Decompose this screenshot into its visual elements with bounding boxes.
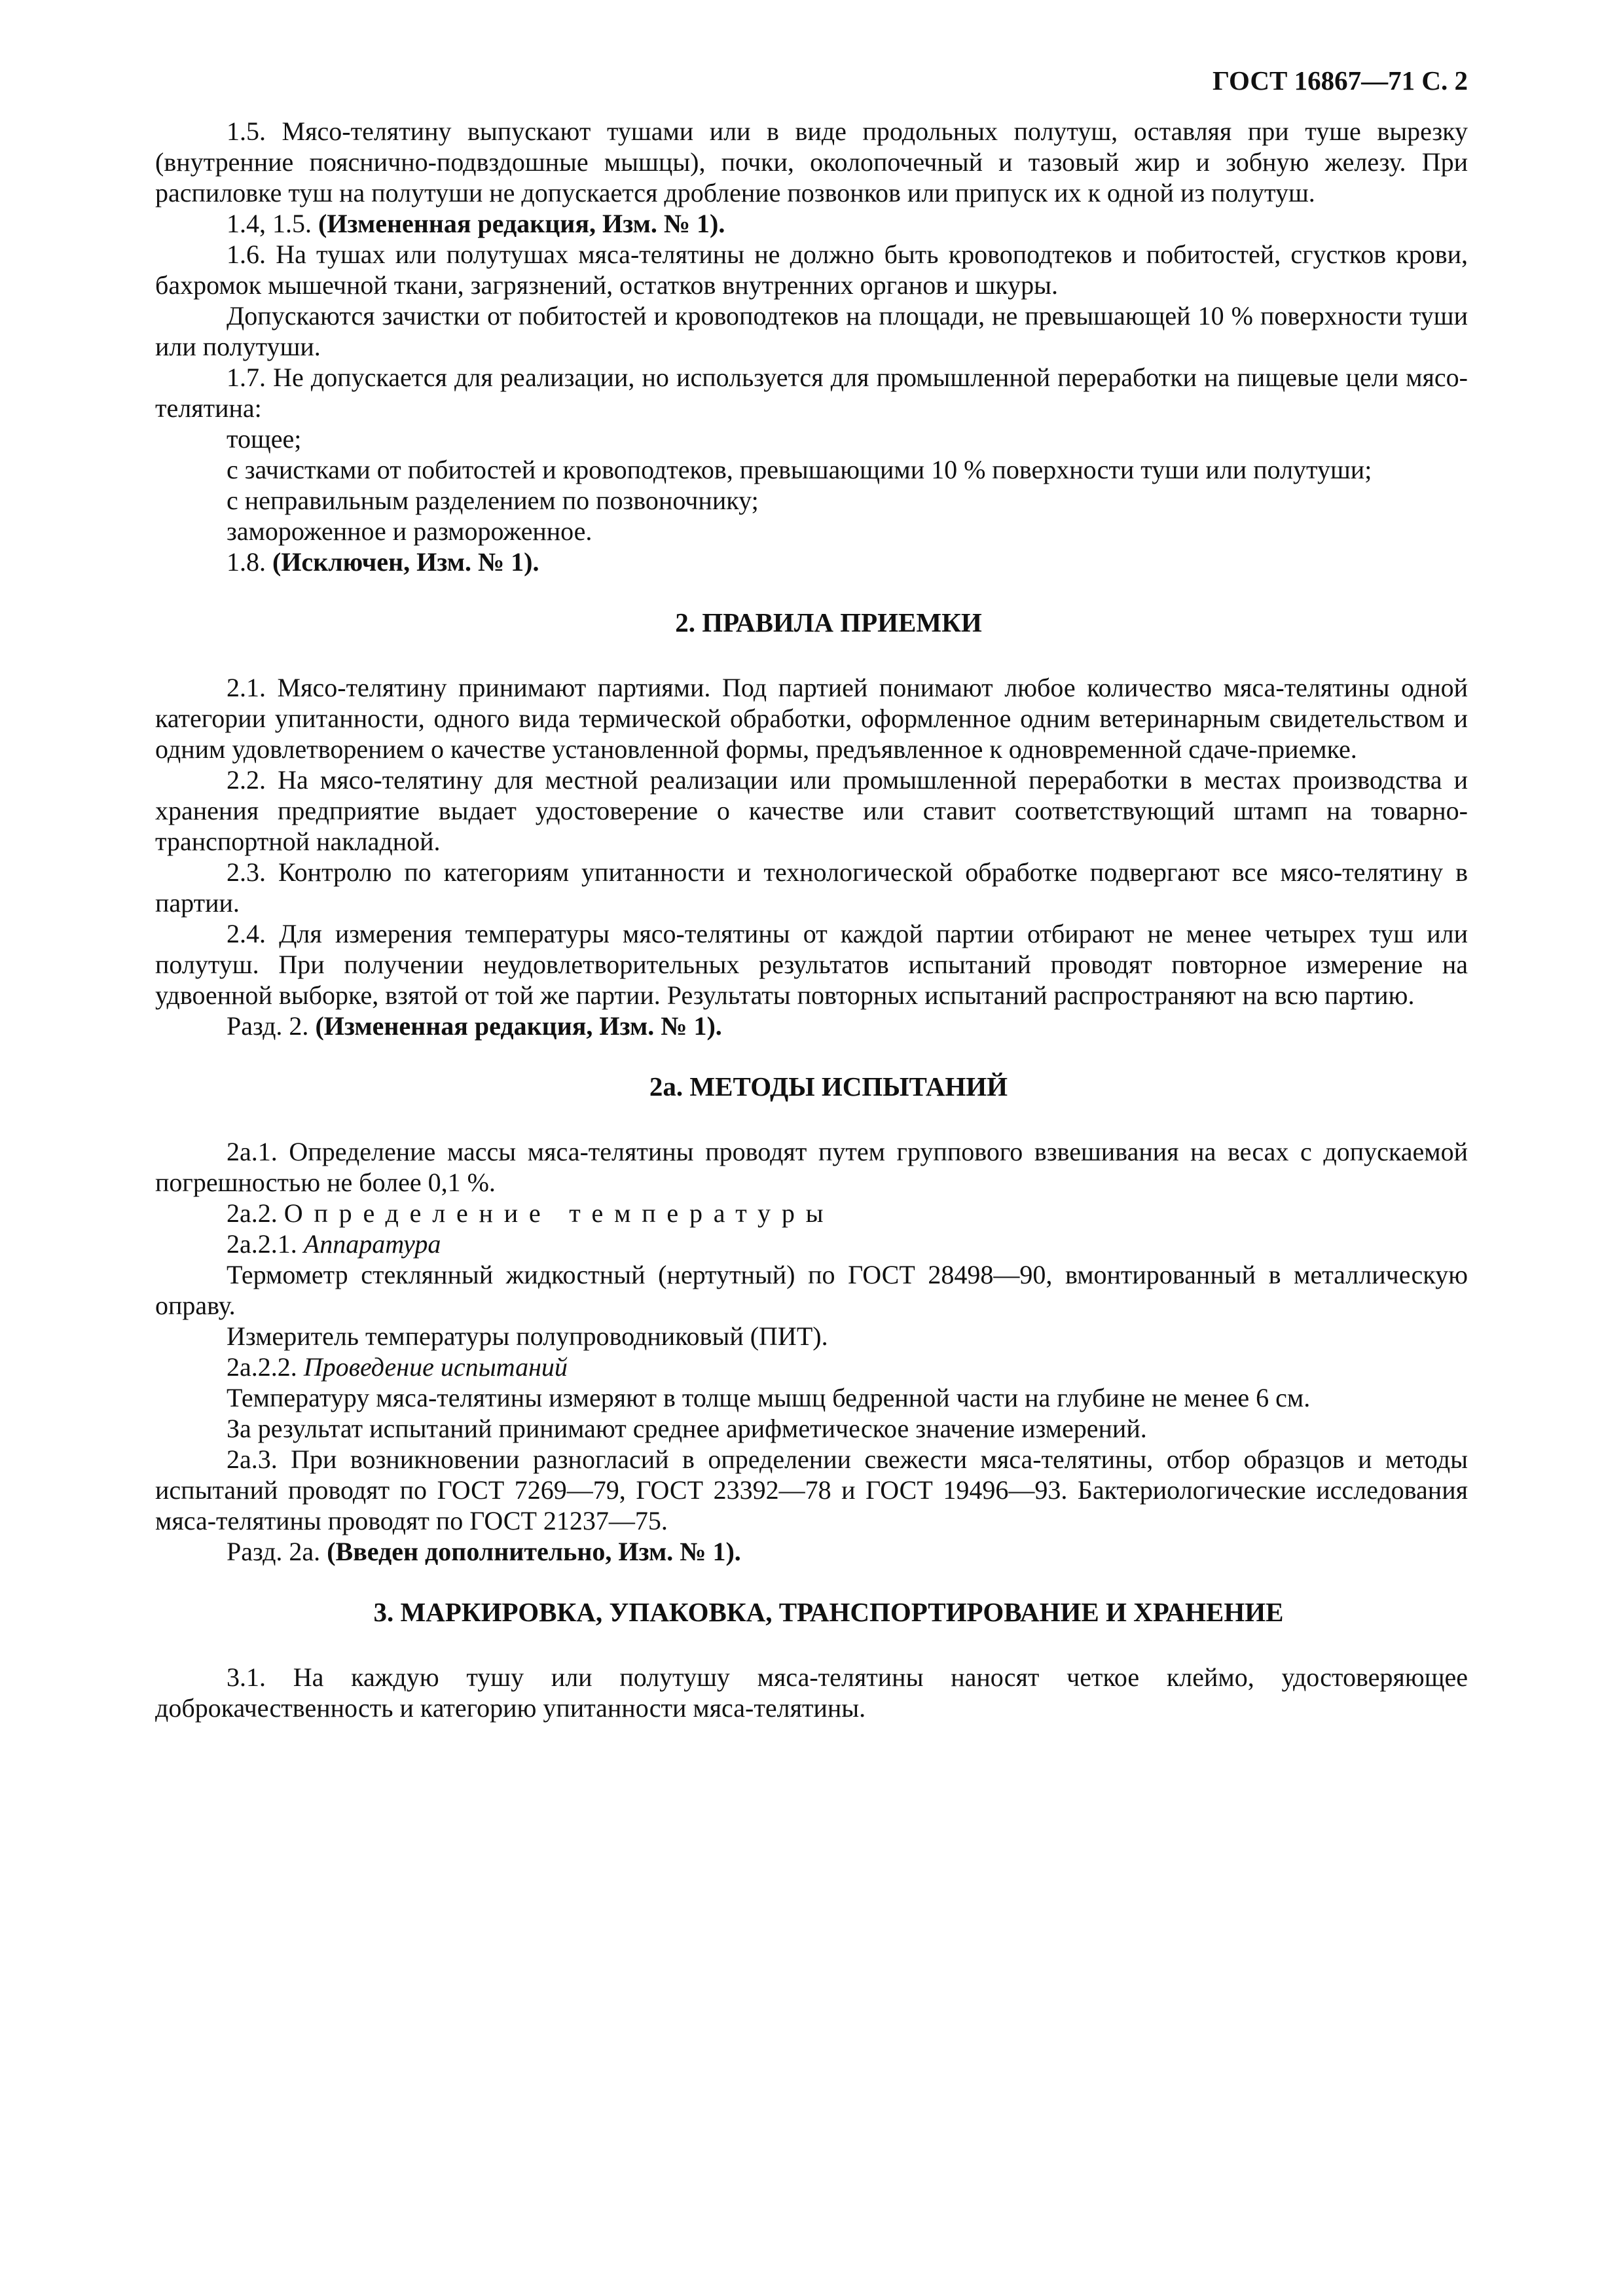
amendment-note-1-4-1-5: 1.4, 1.5. (Измененная редакция, Изм. № 1). [227, 209, 725, 238]
clause-1-6-permit: Допускаются зачистки от побитостей и кровоподтеков на площади, не превышающей 10 % поверхности туши или полутуши. [155, 301, 1468, 361]
clause-2a-2: 2а.2. Определение температуры [227, 1198, 835, 1228]
clause-1-5: 1.5. Мясо-телятину выпускают тушами или в виде продольных полутуш, оставляя при туше вырезку (внутренние пояснично-подвздошные мышцы), почки, околопочечный и тазовый жир и зобную железу. При распиловке туш на полутуши не допускается дробление позвонков или припуск их к одной из полутуш. [155, 117, 1468, 207]
section-title-2a: 2а. МЕТОДЫ ИСПЫТАНИЙ [649, 1071, 1008, 1102]
clause-2a-2-2: 2а.2.2. Проведение испытаний [227, 1352, 568, 1382]
clause-1-6: 1.6. На тушах или полутушах мяса-телятины не должно быть кровоподтеков и побитостей, сгустков крови, бахромок мышечной ткани, загрязнений, остатков внутренних органов и шкуры. [155, 240, 1468, 300]
list-item: тощее; [227, 424, 302, 454]
clause-2-4: 2.4. Для измерения температуры мясо-телятины от каждой партии отбирают не менее четырех туш или полутуш. При получении неудовлетворительных результатов испытаний проводят повторное измерение на удвоенной выборке, взятой от той же партии. Результаты повторных испытаний распространяют на всю партию. [155, 919, 1468, 1010]
clause-2-1: 2.1. Мясо-телятину принимают партиями. Под партией понимают любое количество мяса-телятины одной категории упитанности, одного вида термической обработки, оформленное одним ветеринарным свидетельством и одним удовлетворением о качестве установленной формы, предъявленное к одновременной сдаче-приемке. [155, 673, 1468, 764]
clause-2a-1: 2а.1. Определение массы мяса-телятины проводят путем группового взвешивания на весах с допускаемой погрешностью не более 0,1 %. [155, 1137, 1468, 1197]
clause-3-1: 3.1. На каждую тушу или полутушу мяса-телятины наносят четкое клеймо, удостоверяющее доброкачественность и категорию упитанности мяса-телятины. [155, 1662, 1468, 1723]
clause-2a-3: 2а.3. При возникновении разногласий в определении свежести мяса-телятины, отбор образцов и методы испытаний проводят по ГОСТ 7269—79, ГОСТ 23392—78 и ГОСТ 19496—93. Бактериологические исследования мяса-телятины проводят по ГОСТ 21237—75. [155, 1444, 1468, 1535]
clause-2-3: 2.3. Контролю по категориям упитанности и технологической обработке подвергают все мясо-телятину в партии. [155, 857, 1468, 918]
clause-1-8: 1.8. (Исключен, Изм. № 1). [227, 547, 539, 577]
clause-2a-2-1: 2а.2.1. Аппаратура [227, 1229, 441, 1259]
temperature-text: Температуру мяса-телятины измеряют в толще мышц бедренной части на глубине не менее 6 см. [227, 1383, 1311, 1412]
section-title-2: 2. ПРАВИЛА ПРИЕМКИ [675, 607, 982, 637]
clause-1-7: 1.7. Не допускается для реализации, но используется для промышленной переработки на пищевые цели мясо-телятина: [155, 363, 1468, 423]
list-item: замороженное и размороженное. [227, 516, 593, 546]
pit-text: Измеритель температуры полупроводниковый (ПИТ). [227, 1321, 828, 1351]
section-2a-note: Разд. 2а. (Введен дополнительно, Изм. № 1). [227, 1537, 741, 1566]
section-title-3: 3. МАРКИРОВКА, УПАКОВКА, ТРАНСПОРТИРОВАНИЕ И ХРАНЕНИЕ [373, 1597, 1284, 1627]
document-page [155, 65, 1468, 1723]
clause-2-2: 2.2. На мясо-телятину для местной реализации или промышленной переработки в местах производства и хранения предприятие выдает удостоверение о качестве или ставит соответствующий штамп на товарно-транспортной накладной. [155, 765, 1468, 856]
list-item: с неправильным разделением по позвоночнику; [227, 486, 759, 515]
list-item: с зачистками от побитостей и кровоподтеков, превышающими 10 % поверхности туши или полутуши; [227, 455, 1372, 484]
section-2-note: Разд. 2. (Измененная редакция, Изм. № 1). [227, 1011, 722, 1041]
page-header: ГОСТ 16867—71 С. 2 [1212, 65, 1468, 96]
result-text: За результат испытаний принимают среднее арифметическое значение измерений. [227, 1414, 1147, 1443]
thermometer-text: Термометр стеклянный жидкостный (нертутный) по ГОСТ 28498—90, вмонтированный в металлическую оправу. [155, 1260, 1468, 1320]
